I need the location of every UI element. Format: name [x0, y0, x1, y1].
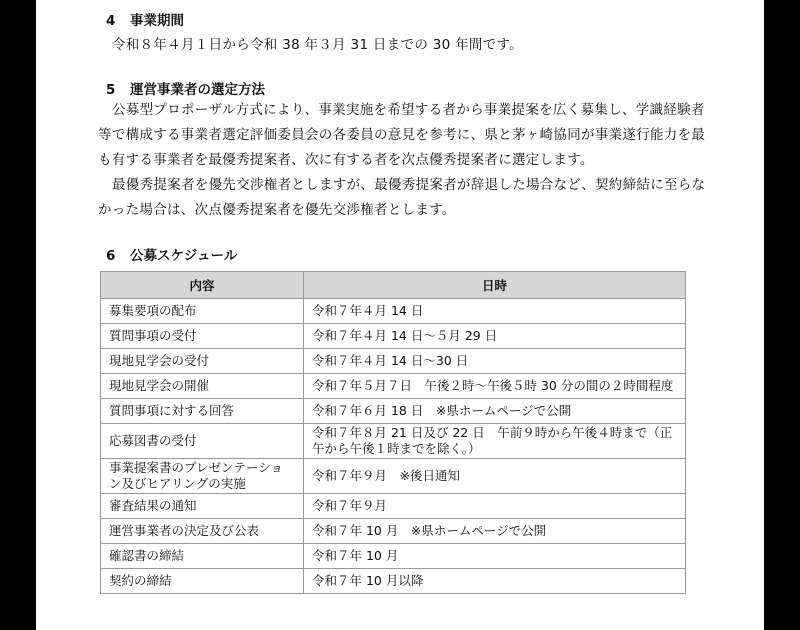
row-content: 事業提案書のプレゼンテーション及びヒアリングの実施	[101, 459, 304, 494]
row-datetime: 令和７年 10 月 ※県ホームページで公開	[304, 519, 686, 544]
row-content: 現地見学会の開催	[101, 374, 304, 399]
table-row	[101, 459, 686, 494]
row-content: 確認書の締結	[101, 544, 304, 569]
row-datetime: 令和７年 10 月	[304, 544, 686, 569]
row-datetime: 令和７年４月 14 日～５月 29 日	[304, 324, 686, 349]
section-5-paragraph-1: 公募型プロポーザル方式により、事業実施を希望する者から事業提案を広く募集し、学識経験者等で構成する事業者選定評価委員会の各委員の意見を参考に、県と茅ヶ崎協同が事業遂行能力を最も有する事業者を最優秀提案者、次に有する者を次点優秀提案者に選定します。	[98, 102, 706, 168]
row-content: 審査結果の通知	[101, 494, 304, 519]
table-row	[101, 349, 686, 374]
row-content: 質問事項の受付	[101, 324, 304, 349]
row-datetime: 令和７年４月 14 日	[304, 299, 686, 324]
row-datetime: 令和７年９月 ※後日通知	[304, 459, 686, 494]
row-content: 質問事項に対する回答	[101, 399, 304, 424]
section-number: 4	[106, 13, 116, 29]
table-row	[101, 519, 686, 544]
schedule-table	[100, 271, 686, 594]
table-row	[101, 544, 686, 569]
table-header-row	[101, 272, 686, 299]
row-datetime: 令和７年５月７日 午後２時～午後５時 30 分の間の２時間程度	[304, 374, 686, 399]
section-title: 事業期間	[130, 13, 184, 29]
section-4-body: 令和８年４月１日から令和 38 年３月 31 日までの 30 年間です。	[112, 37, 524, 53]
column-header-content: 内容	[101, 272, 304, 299]
section-6-heading	[106, 244, 237, 264]
row-content: 応募図書の受付	[101, 424, 304, 459]
table-row	[101, 399, 686, 424]
table-row	[101, 324, 686, 349]
row-content: 現地見学会の受付	[101, 349, 304, 374]
section-4-heading	[106, 9, 184, 29]
column-header-datetime: 日時	[304, 272, 686, 299]
row-datetime: 令和７年９月	[304, 494, 686, 519]
row-datetime: 令和７年 10 月以降	[304, 569, 686, 594]
document-page	[36, 0, 764, 630]
section-title: 運営事業者の選定方法	[130, 82, 265, 98]
row-content: 募集要項の配布	[101, 299, 304, 324]
row-datetime: 令和７年４月 14 日～30 日	[304, 349, 686, 374]
table-row	[101, 569, 686, 594]
section-5-paragraph-2: 最優秀提案者を優先交渉権者としますが、最優秀提案者が辞退した場合など、契約締結に至らなかった場合は、次点優秀提案者を優先交渉権者とします。	[98, 177, 706, 218]
row-content: 運営事業者の決定及び公表	[101, 519, 304, 544]
table-row	[101, 424, 686, 459]
section-title: 公募スケジュール	[130, 248, 238, 264]
row-datetime: 令和７年８月 21 日及び 22 日 午前９時から午後４時まで（正午から午後１時までを除く。）	[304, 424, 686, 459]
table-row	[101, 494, 686, 519]
table-row	[101, 299, 686, 324]
table-row	[101, 374, 686, 399]
section-number: 5	[106, 82, 116, 98]
section-5-heading	[106, 78, 265, 98]
section-number: 6	[106, 248, 116, 264]
row-content: 契約の締結	[101, 569, 304, 594]
row-datetime: 令和７年６月 18 日 ※県ホームページで公開	[304, 399, 686, 424]
